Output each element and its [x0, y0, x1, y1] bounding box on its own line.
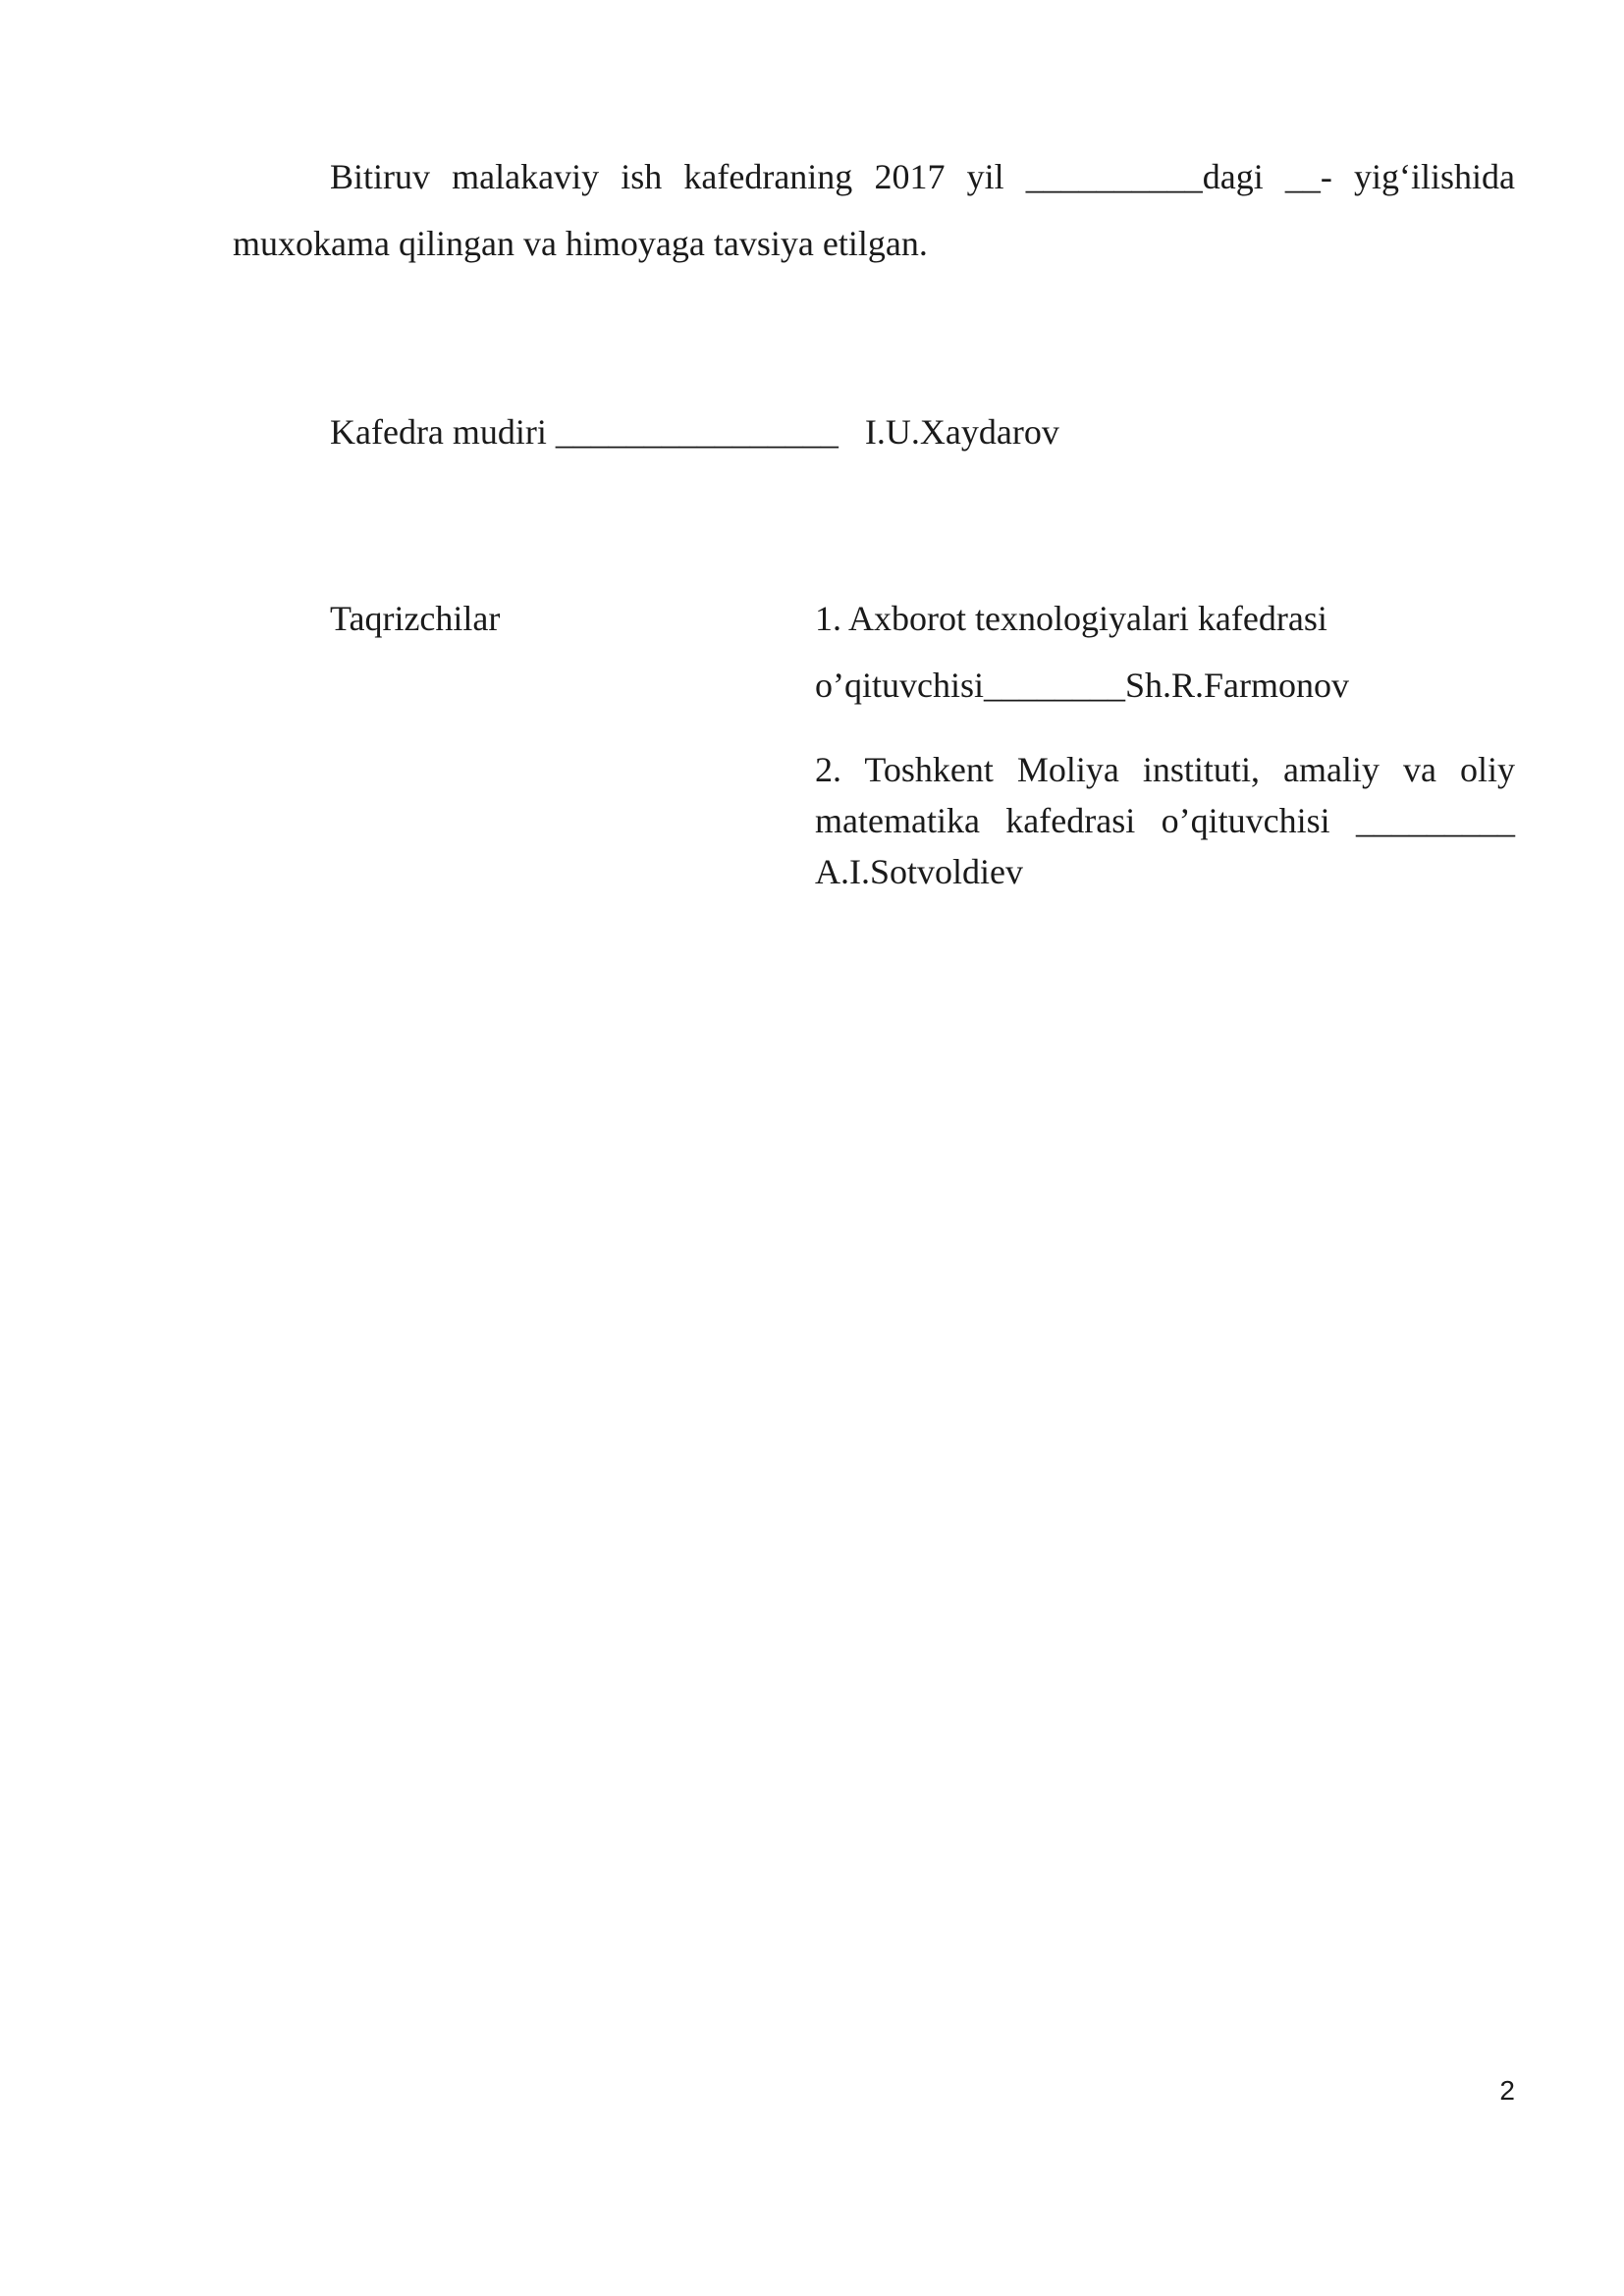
intro-paragraph: Bitiruv malakaviy ish kafedraning 2017 yil __________dagi __- yig‘ilishida muxokama qilingan va himoyaga tavsiya etilgan.: [233, 157, 1515, 263]
reviewer-2-entry: 2. Toshkent Moliya instituti, amaliy va oliy matematika kafedrasi o’qituvchisi _________ A.I.Sotvoldiev: [815, 750, 1515, 891]
page-number: 2: [1499, 2075, 1515, 2106]
reviewer-1-signature-line: o’qituvchisi________Sh.R.Farmonov: [815, 666, 1350, 705]
reviewer-1-affiliation: 1. Axborot texnologiyalari kafedrasi: [815, 599, 1327, 638]
reviewer-list: [815, 585, 1515, 897]
reviewer-entry: [815, 585, 1515, 719]
reviewers-label: Taqrizchilar: [330, 599, 501, 638]
head-of-department-line: Kafedra mudiri ________________ I.U.Xaydarov: [330, 412, 1059, 452]
